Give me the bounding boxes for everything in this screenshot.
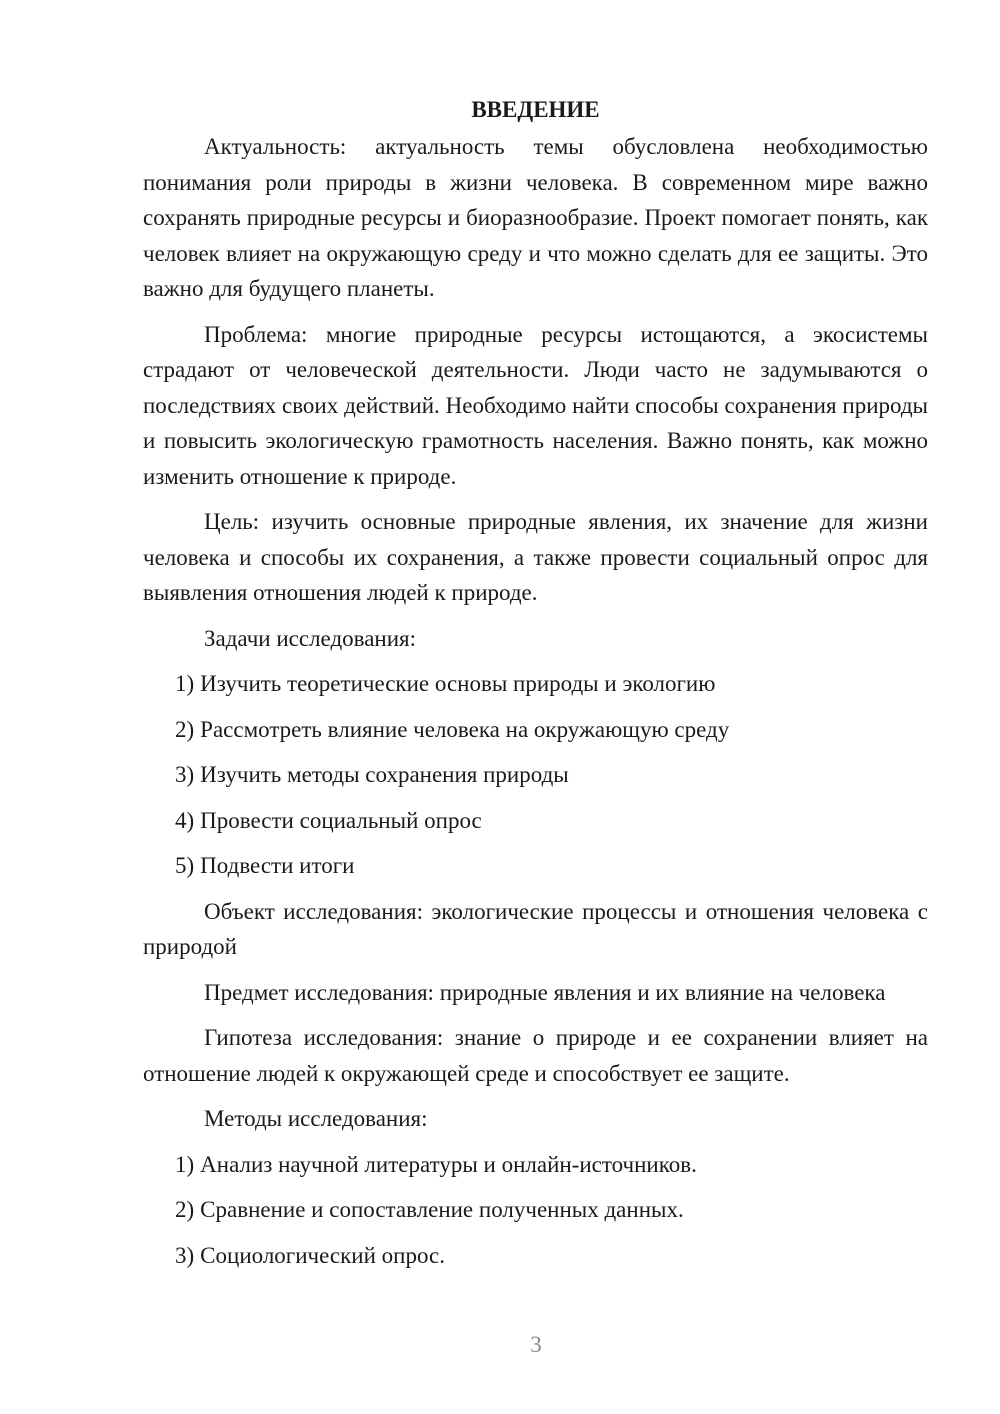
list-item-number: 4) xyxy=(175,807,195,833)
list-item-number: 2) xyxy=(175,716,195,742)
tasks-list xyxy=(143,666,928,884)
list-item-number: 2) xyxy=(175,1197,195,1222)
object-paragraph: Объект исследования: экологические процессы и отношения человека с природой xyxy=(143,898,928,959)
subject-paragraph: Предмет исследования: природные явления и их влияние на человека xyxy=(204,979,886,1005)
list-item xyxy=(143,848,928,884)
hypothesis-paragraph: Гипотеза исследования: знание о природе и ее сохранении влияет на отношение людей к окружающей среде и способствует ее защите. xyxy=(143,1025,928,1086)
list-item-text: Рассмотреть влияние человека на окружающую среду xyxy=(200,716,730,742)
list-item xyxy=(143,666,928,702)
list-item-text: Анализ научной литературы и онлайн-источников. xyxy=(200,1151,697,1177)
document-page xyxy=(143,92,928,1283)
list-item-text: Подвести итоги xyxy=(200,853,355,878)
methods-list xyxy=(143,1147,928,1274)
list-item-text: Провести социальный опрос xyxy=(200,807,482,833)
list-item xyxy=(143,1192,928,1228)
list-item xyxy=(143,757,928,793)
page-title: ВВЕДЕНИЕ xyxy=(471,97,600,122)
problem-paragraph: Проблема: многие природные ресурсы истощаются, а экосистемы страдают от человеческой деятельности. Люди часто не задумываются о последствиях своих действий. Необходимо найти способы сохранения природы и повысить экологическую грамотность населения. Важно понять, как можно изменить отношение к природе. xyxy=(143,321,928,489)
goal-paragraph: Цель: изучить основные природные явления, их значение для жизни человека и способы их сохранения, а также провести социальный опрос для выявления отношения людей к природе. xyxy=(143,509,928,605)
list-item-text: Изучить методы сохранения природы xyxy=(200,762,569,787)
list-item-number: 1) xyxy=(175,1151,195,1177)
list-item-text: Социологический опрос. xyxy=(200,1242,445,1268)
tasks-label: Задачи исследования: xyxy=(204,625,417,651)
page-number: 3 xyxy=(530,1332,542,1357)
list-item-number: 3) xyxy=(175,762,195,787)
list-item xyxy=(143,1147,928,1183)
list-item-text: Изучить теоретические основы природы и экологию xyxy=(200,671,716,696)
methods-label: Методы исследования: xyxy=(204,1106,428,1131)
list-item-number: 3) xyxy=(175,1242,195,1268)
list-item xyxy=(143,712,928,748)
list-item xyxy=(143,803,928,839)
relevance-paragraph: Актуальность: актуальность темы обусловлена необходимостью понимания роли природы в жизни человека. В современном мире важно сохранять природные ресурсы и биоразнообразие. Проект помогает понять, как человек влияет на окружающую среду и что можно сделать для ее защиты. Это важно для будущего планеты. xyxy=(143,134,928,301)
list-item-text: Сравнение и сопоставление полученных данных. xyxy=(200,1197,684,1222)
list-item-number: 1) xyxy=(175,671,195,696)
list-item-number: 5) xyxy=(175,853,195,878)
list-item xyxy=(143,1238,928,1274)
